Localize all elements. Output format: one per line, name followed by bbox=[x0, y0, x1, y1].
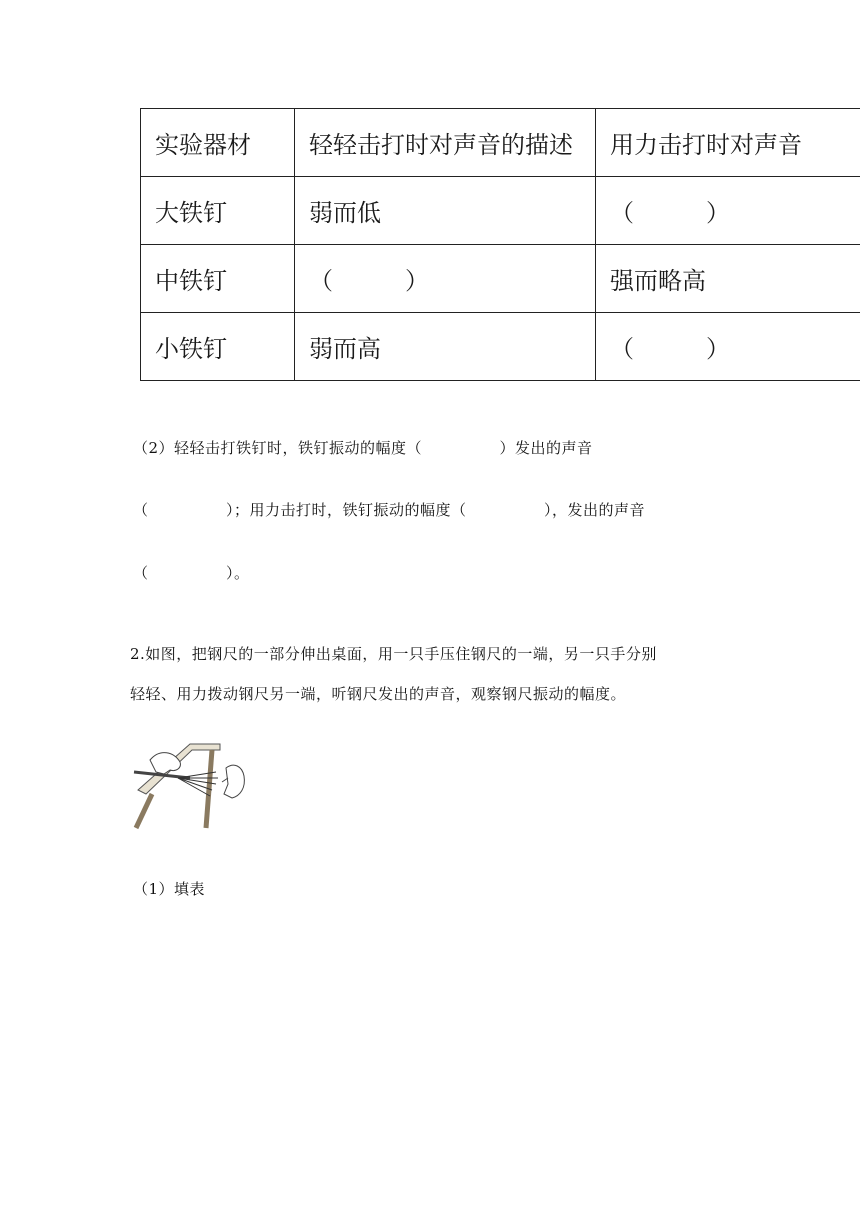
ruler-vibration-illustration-icon bbox=[130, 738, 250, 830]
table-cell: 小铁钉 bbox=[141, 313, 295, 381]
q2-line1: 2.如图，把钢尺的一部分伸出桌面，用一只手压住钢尺的一端，另一只手分别 bbox=[130, 645, 657, 663]
q2-part1-label: （1）填表 bbox=[133, 880, 206, 898]
table-cell: 大铁钉 bbox=[141, 177, 295, 245]
table-header-row bbox=[141, 109, 860, 177]
table-cell: （ ） bbox=[595, 313, 860, 381]
q1-part2-line1: （2）轻轻击打铁钉时，铁钉振动的幅度（ ）发出的声音 bbox=[133, 439, 593, 457]
experiment-table bbox=[140, 108, 860, 381]
q1-part2-line3: （ ）。 bbox=[133, 564, 250, 582]
table-cell: 弱而低 bbox=[294, 177, 595, 245]
table-cell: （ ） bbox=[595, 177, 860, 245]
table-row bbox=[141, 313, 860, 381]
table-cell: 强而略高 bbox=[595, 245, 860, 313]
table-cell: 弱而高 bbox=[294, 313, 595, 381]
table-row bbox=[141, 177, 860, 245]
table-cell: （ ） bbox=[294, 245, 595, 313]
table-header-cell: 轻轻击打时对声音的描述 bbox=[294, 109, 595, 177]
q1-part2-line2: （ ）；用力击打时，铁钉振动的幅度（ ），发出的声音 bbox=[133, 501, 646, 519]
experiment-table-clip bbox=[0, 0, 860, 400]
table-row bbox=[141, 245, 860, 313]
table-header-cell: 实验器材 bbox=[141, 109, 295, 177]
table-cell: 中铁钉 bbox=[141, 245, 295, 313]
q2-line2: 轻轻、用力拨动钢尺另一端，听钢尺发出的声音，观察钢尺振动的幅度。 bbox=[130, 685, 627, 703]
table-header-cell: 用力击打时对声音 bbox=[595, 109, 860, 177]
